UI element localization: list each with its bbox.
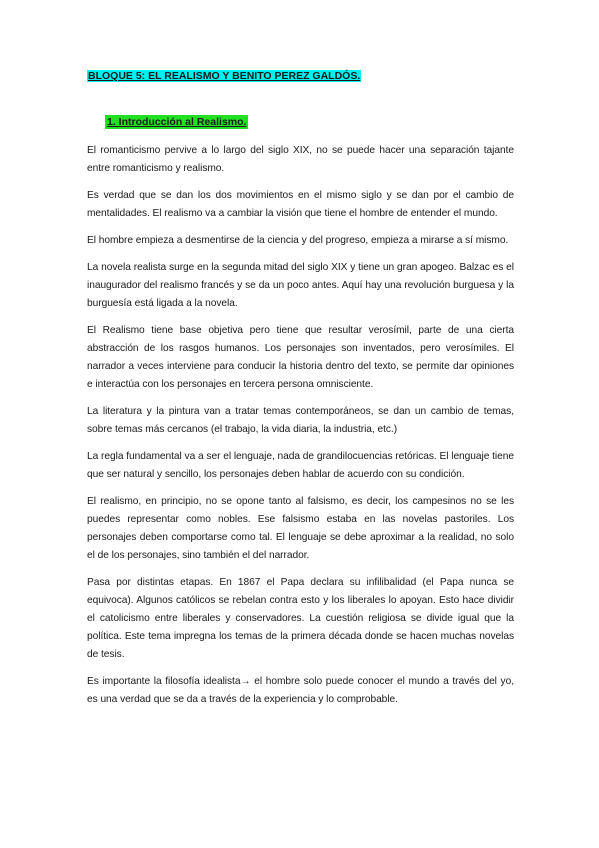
paragraph-text: La novela realista surge en la segunda mitad del siglo XIX y tiene un gran apogeo. Balzac es el inaugurador del realismo francés y se da un poco antes. Aquí hay una revolución burguesa y la burguesía está ligada a la novela. [87,262,517,309]
paragraph-text: El hombre empieza a desmentirse de la ciencia y del progreso, empieza a mirarse a sí mismo. [87,235,509,246]
paragraph-text: El Realismo tiene base objetiva pero tiene que resultar verosímil, parte de una cierta abstracción de los rasgos humanos. Los personajes son inventados, pero verosímiles. El narrador a veces interviene para conducir la historia dentro del texto, se permite dar opiniones e interactúa con los personajes en tercera persona omnisciente. [87,325,517,390]
paragraph [87,493,517,565]
paragraph-text: La regla fundamental va a ser el lenguaje, nada de grandilocuencias retóricas. El lenguaje tiene que ser natural y sencillo, los personajes deben hablar de acuerdo con su condición. [87,451,517,480]
paragraph [87,142,517,178]
paragraph [87,232,514,250]
paragraph-text: El romanticismo pervive a lo largo del siglo XIX, no se puede hacer una separación tajante entre romanticismo y realismo. [87,145,517,174]
paragraph-text: Es verdad que se dan los dos movimientos en el mismo siglo y se dan por el cambio de mentalidades. El realismo va a cambiar la visión que tiene el hombre de entender el mundo. [87,190,517,219]
paragraph-text: Es importante la filosofía idealista→ el hombre solo puede conocer el mundo a través del yo, es una verdad que se da a través de la experiencia y lo comprobable. [87,676,517,705]
paragraph [87,403,517,439]
paragraph [87,448,517,484]
document-content [87,68,517,718]
paragraph [87,259,517,313]
section-heading [105,114,514,130]
paragraph-text: Pasa por distintas etapas. En 1867 el Papa declara su infilibalidad (el Papa nunca se equivoca). Algunos católicos se rebelan contra esto y los liberales lo apoyan. Esto hace dividir el catolicismo entre liberales y conservadores. La cuestión religiosa se divide igual que la política. Este tema impregna los temas de la primera década donde se hacen muchas novelas de tesis. [87,577,517,660]
paragraph-text: La literatura y la pintura van a tratar temas contemporáneos, se dan un cambio de temas, sobre temas más cercanos (el trabajo, la vida diaria, la industria, etc.) [87,406,517,435]
document-title-text: BLOQUE 5: EL REALISMO Y BENITO PEREZ GALDÓS. [88,70,361,82]
paragraph [87,322,517,394]
document-title [87,68,514,84]
paragraph [87,574,517,664]
paragraph-text: El realismo, en principio, no se opone tanto al falsismo, es decir, los campesinos no se les puedes representar como nobles. Ese falsismo estaba en las novelas pastoriles. Los personajes deben comportarse como tal. El lenguaje se debe aproximar a la realidad, no solo el de los personajes, sino también el del narrador. [87,496,517,561]
paragraph [87,187,517,223]
section-heading-text: 1. Introducción al Realismo. [107,116,247,128]
paragraph [87,673,517,709]
